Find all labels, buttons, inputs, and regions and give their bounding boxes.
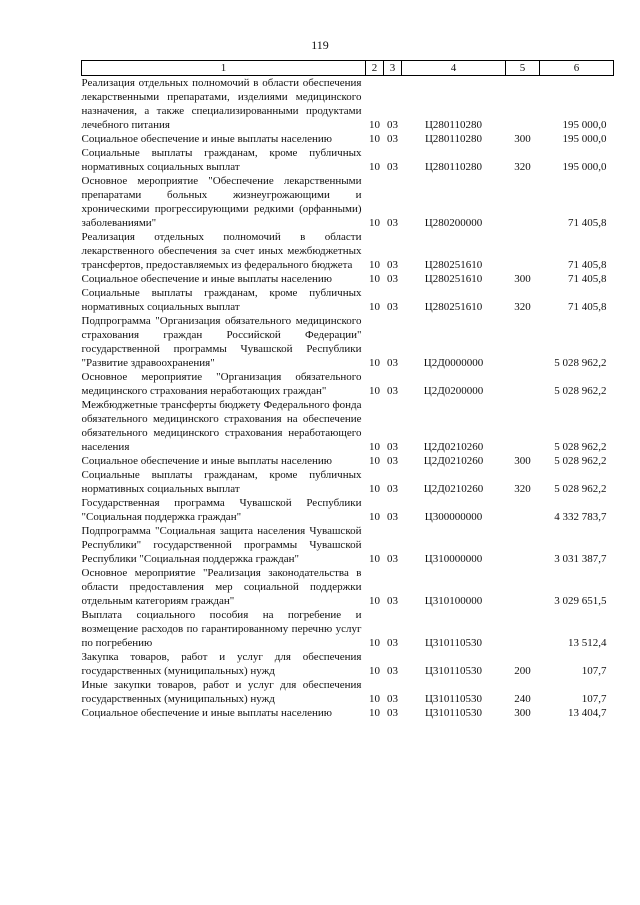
row-amount: 5 028 962,2 xyxy=(554,357,607,369)
row-expense-type xyxy=(506,314,540,370)
row-section: 10 xyxy=(369,385,380,397)
row-amount: 71 405,8 xyxy=(568,301,607,313)
table-row xyxy=(82,496,614,524)
row-amount: 71 405,8 xyxy=(568,259,607,271)
row-target-code: Ц310100000 xyxy=(424,595,483,607)
row-expense-type xyxy=(506,174,540,230)
row-expense-type xyxy=(506,608,540,650)
table-row xyxy=(82,608,614,650)
row-subsection: 03 xyxy=(387,637,398,649)
row-subsection: 03 xyxy=(387,455,398,467)
row-amount: 107,7 xyxy=(581,665,607,677)
row-amount: 107,7 xyxy=(581,693,607,705)
row-section: 10 xyxy=(369,455,380,467)
table-body xyxy=(82,76,614,721)
row-name: Подпрограмма "Организация обязательного медицинского страхования граждан Российской Федерации" государственной программы Чувашской Республики "Развитие здравоохранения" xyxy=(81,315,362,369)
row-subsection: 03 xyxy=(387,693,398,705)
page-number: 119 xyxy=(311,38,329,52)
row-expense-type: 320 xyxy=(514,483,531,495)
row-target-code: Ц310110530 xyxy=(424,693,483,705)
row-expense-type xyxy=(506,566,540,608)
row-section: 10 xyxy=(369,483,380,495)
row-section: 10 xyxy=(369,161,380,173)
row-section: 10 xyxy=(369,595,380,607)
header-col-6: 6 xyxy=(540,61,614,76)
row-name: Выплата социального пособия на погребение и возмещение расходов по гарантированному перечню услуг по погребению xyxy=(81,609,362,649)
row-section: 10 xyxy=(369,665,380,677)
row-name: Государственная программа Чувашской Республики "Социальная поддержка граждан" xyxy=(81,497,362,523)
row-target-code: Ц2Д0210260 xyxy=(423,441,484,453)
row-amount: 13 512,4 xyxy=(568,637,607,649)
row-expense-type xyxy=(506,524,540,566)
row-target-code: Ц310000000 xyxy=(424,553,483,565)
header-col-3: 3 xyxy=(384,61,402,76)
row-amount: 3 031 387,7 xyxy=(554,553,607,565)
row-section: 10 xyxy=(369,441,380,453)
table-row xyxy=(82,132,614,146)
row-name: Социальные выплаты гражданам, кроме публичных нормативных социальных выплат xyxy=(81,469,362,495)
row-subsection: 03 xyxy=(387,707,398,719)
row-expense-type: 320 xyxy=(514,161,531,173)
header-col-2: 2 xyxy=(366,61,384,76)
table-row xyxy=(82,706,614,720)
table-row xyxy=(82,272,614,286)
row-section: 10 xyxy=(369,693,380,705)
row-subsection: 03 xyxy=(387,119,398,131)
header-row xyxy=(82,61,614,76)
row-amount: 71 405,8 xyxy=(568,217,607,229)
table-row xyxy=(82,454,614,468)
header-col-4: 4 xyxy=(402,61,506,76)
row-target-code: Ц310110530 xyxy=(424,707,483,719)
row-name: Социальные выплаты гражданам, кроме публичных нормативных социальных выплат xyxy=(81,287,362,313)
row-target-code: Ц2Д0200000 xyxy=(423,385,484,397)
row-target-code: Ц310110530 xyxy=(424,637,483,649)
row-section: 10 xyxy=(369,707,380,719)
row-target-code: Ц280200000 xyxy=(424,217,483,229)
row-name: Социальное обеспечение и иные выплаты населению xyxy=(81,455,333,467)
row-subsection: 03 xyxy=(387,553,398,565)
row-subsection: 03 xyxy=(387,595,398,607)
header-col-1: 1 xyxy=(82,61,366,76)
row-expense-type: 300 xyxy=(514,707,531,719)
table-header xyxy=(82,61,614,76)
row-subsection: 03 xyxy=(387,161,398,173)
row-name: Социальное обеспечение и иные выплаты населению xyxy=(81,707,333,719)
row-expense-type xyxy=(506,370,540,398)
row-name: Межбюджетные трансферты бюджету Федерального фонда обязательного медицинского страхования на обеспечение обязательного медицинского страхования неработающего населения xyxy=(81,399,362,453)
row-expense-type: 300 xyxy=(514,133,531,145)
row-section: 10 xyxy=(369,273,380,285)
table-row xyxy=(82,524,614,566)
row-name: Социальное обеспечение и иные выплаты населению xyxy=(81,133,333,145)
row-target-code: Ц280251610 xyxy=(424,273,483,285)
row-name: Основное мероприятие "Организация обязательного медицинского страхования неработающих граждан" xyxy=(81,371,362,397)
row-target-code: Ц310110530 xyxy=(424,665,483,677)
table-row xyxy=(82,76,614,133)
row-target-code: Ц2Д0210260 xyxy=(423,483,484,495)
table-row xyxy=(82,174,614,230)
row-expense-type: 300 xyxy=(514,455,531,467)
row-subsection: 03 xyxy=(387,483,398,495)
row-subsection: 03 xyxy=(387,273,398,285)
table-row xyxy=(82,468,614,496)
row-section: 10 xyxy=(369,553,380,565)
table-row xyxy=(82,370,614,398)
row-target-code: Ц280251610 xyxy=(424,301,483,313)
row-name: Основное мероприятие "Реализация законодательства в области предоставления мер социальной поддержки отдельным категориям граждан" xyxy=(81,567,362,607)
row-name: Социальное обеспечение и иные выплаты населению xyxy=(81,273,333,285)
row-expense-type: 300 xyxy=(514,273,531,285)
row-amount: 13 404,7 xyxy=(568,707,607,719)
row-section: 10 xyxy=(369,301,380,313)
row-target-code: Ц280110280 xyxy=(424,161,483,173)
row-amount: 3 029 651,5 xyxy=(554,595,607,607)
table-row xyxy=(82,678,614,706)
row-subsection: 03 xyxy=(387,259,398,271)
row-amount: 4 332 783,7 xyxy=(554,511,607,523)
row-expense-type xyxy=(506,230,540,272)
row-name: Закупка товаров, работ и услуг для обеспечения государственных (муниципальных) нужд xyxy=(81,651,362,677)
row-name: Реализация отдельных полномочий в области обеспечения лекарственными препаратами, изделиями медицинского назначения, а также специализированными продуктами лечебного питания xyxy=(81,77,362,131)
row-expense-type xyxy=(506,76,540,133)
row-subsection: 03 xyxy=(387,385,398,397)
row-expense-type: 240 xyxy=(514,693,531,705)
row-subsection: 03 xyxy=(387,511,398,523)
table-row xyxy=(82,314,614,370)
row-target-code: Ц2Д0000000 xyxy=(423,357,484,369)
row-subsection: 03 xyxy=(387,217,398,229)
row-subsection: 03 xyxy=(387,133,398,145)
row-amount: 5 028 962,2 xyxy=(554,483,607,495)
row-amount: 5 028 962,2 xyxy=(554,455,607,467)
row-subsection: 03 xyxy=(387,665,398,677)
row-section: 10 xyxy=(369,511,380,523)
row-expense-type: 200 xyxy=(514,665,531,677)
budget-table xyxy=(81,60,614,720)
table-row xyxy=(82,146,614,174)
row-section: 10 xyxy=(369,259,380,271)
row-section: 10 xyxy=(369,133,380,145)
table-row xyxy=(82,230,614,272)
row-section: 10 xyxy=(369,357,380,369)
row-subsection: 03 xyxy=(387,301,398,313)
table-row xyxy=(82,566,614,608)
row-expense-type: 320 xyxy=(514,301,531,313)
row-amount: 5 028 962,2 xyxy=(554,385,607,397)
row-name: Социальные выплаты гражданам, кроме публичных нормативных социальных выплат xyxy=(81,147,362,173)
row-target-code: Ц280251610 xyxy=(424,259,483,271)
row-expense-type xyxy=(506,496,540,524)
row-target-code: Ц2Д0210260 xyxy=(423,455,484,467)
row-amount: 195 000,0 xyxy=(562,133,607,145)
header-col-5: 5 xyxy=(506,61,540,76)
row-section: 10 xyxy=(369,119,380,131)
table-row xyxy=(82,650,614,678)
table-row xyxy=(82,286,614,314)
row-target-code: Ц280110280 xyxy=(424,119,483,131)
row-amount: 5 028 962,2 xyxy=(554,441,607,453)
row-subsection: 03 xyxy=(387,441,398,453)
row-amount: 195 000,0 xyxy=(562,119,607,131)
row-name: Основное мероприятие "Обеспечение лекарственными препаратами больных жизнеугрожающими и хроническими прогрессирующими редкими (орфанными) заболеваниями" xyxy=(81,175,362,229)
row-subsection: 03 xyxy=(387,357,398,369)
row-name: Реализация отдельных полномочий в области лекарственного обеспечения за счет иных межбюджетных трансфертов, предоставляемых из федерального бюджета xyxy=(81,231,362,271)
row-expense-type xyxy=(506,398,540,454)
row-target-code: Ц300000000 xyxy=(424,511,483,523)
row-section: 10 xyxy=(369,217,380,229)
row-name: Подпрограмма "Социальная защита населения Чувашской Республики" государственной программы Чувашской Республики "Социальная поддержка граждан" xyxy=(81,525,362,565)
row-name: Иные закупки товаров, работ и услуг для обеспечения государственных (муниципальных) нужд xyxy=(81,679,362,705)
row-section: 10 xyxy=(369,637,380,649)
table-row xyxy=(82,398,614,454)
row-amount: 71 405,8 xyxy=(568,273,607,285)
row-target-code: Ц280110280 xyxy=(424,133,483,145)
row-amount: 195 000,0 xyxy=(562,161,607,173)
